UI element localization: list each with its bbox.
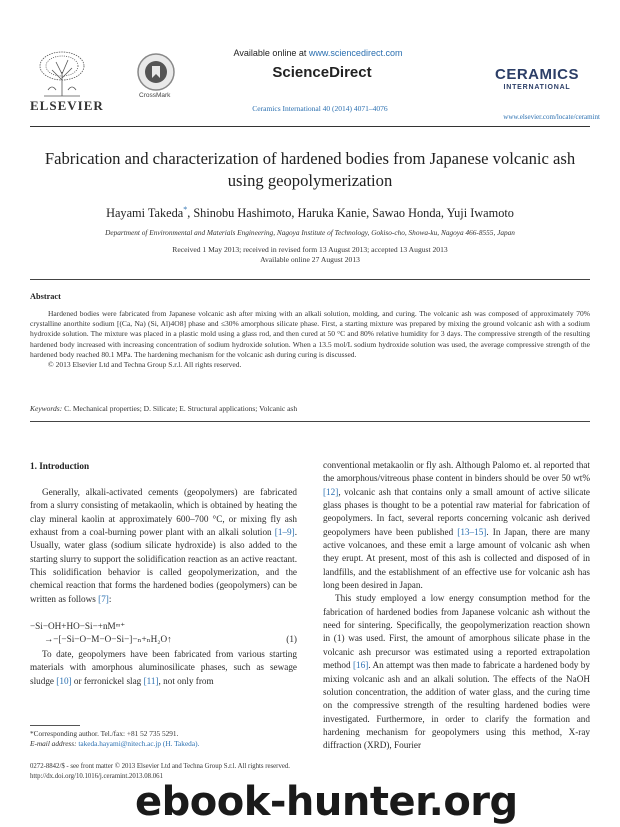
citation-link[interactable]: [13–15]: [457, 526, 487, 537]
abstract-heading: Abstract: [30, 292, 61, 301]
sciencedirect-brand: ScienceDirect: [272, 64, 372, 81]
intro-paragraph-1: [30, 486, 297, 606]
journal-homepage-link[interactable]: www.elsevier.com/locate/ceramint: [503, 113, 600, 121]
watermark-text: ebook-hunter.org: [135, 779, 518, 825]
publisher-wordmark: ELSEVIER: [30, 98, 104, 113]
text-run: Generally, alkali-activated cements (geopolymers) are fabricated from a slurry consisting of metakaolin, which is obtained by heating the clay mineral kaolin at approximately 600–700 °C, or mixing fly ash exhaust from a coal-burning power plant with an alkali solution: [30, 487, 297, 538]
available-online-date: Available online 27 August 2013: [260, 255, 360, 264]
issn-line: 0272-8842/$ - see front matter © 2013 Elsevier Ltd and Techna Group S.r.l. All rights reserved.: [30, 763, 290, 770]
email-label: E-mail address:: [30, 739, 77, 748]
intro-paragraph-2: [30, 648, 297, 688]
left-column-paragraph-1: [30, 486, 297, 606]
text-run: , not only from: [158, 675, 214, 686]
text-run: To date, geopolymers have been fabricated from various starting materials with amorphous aluminosilicate phases, such as sewage sludge: [30, 649, 297, 686]
text-run: This study employed a low energy consumption method for the fabrication of hardened bodies from Japanese volcanic ash without the need for sintering. Specifically, the geopolymerization reaction shown in (1) was used. First, the amount of amorphous silicate phase in the volcanic ash precursor was estimated using a reported extrapolation method: [323, 593, 590, 671]
keywords-line: [30, 404, 590, 413]
crossmark-icon[interactable]: [136, 52, 176, 92]
equation-line-2: →−[−Si−O−M−O−Si−]−ₙ+ₙH₂O↑: [44, 634, 172, 644]
text-run: or ferronickel slag: [71, 675, 144, 686]
available-prefix: Available online at: [233, 48, 309, 58]
keywords-list: C. Mechanical properties; D. Silicate; E. Structural applications; Volcanic ash: [62, 404, 298, 413]
keywords-label: Keywords:: [30, 404, 63, 413]
abstract-body: [30, 309, 590, 370]
crossmark-label: CrossMark: [139, 92, 171, 99]
article-title: Fabrication and characterization of hardened bodies from Japanese volcanic ash using geopolymerization: [44, 149, 576, 190]
corresponding-author-marker[interactable]: *: [183, 205, 188, 214]
header-divider: [30, 126, 590, 127]
other-authors: , Shinobu Hashimoto, Haruka Kanie, Sawao Honda, Yuji Iwamoto: [187, 206, 514, 221]
available-online-line: [218, 48, 418, 58]
section-heading-introduction: 1. Introduction: [30, 461, 90, 471]
abstract-bottom-divider: [30, 421, 590, 422]
email-link[interactable]: takeda.hayami@nitech.ac.jp (H. Takeda).: [78, 739, 200, 748]
article-dates: [30, 245, 590, 265]
affiliation: Department of Environmental and Materials Engineering, Nagoya Institute of Technology, Gokiso-cho, Showa-ku, Nagoya 466-8555, Japan: [105, 228, 515, 237]
footnote: [30, 729, 297, 749]
equation-line-2-row: [44, 633, 297, 646]
intro-paragraph-3: [323, 592, 590, 752]
abstract-text: Hardened bodies were fabricated from Japanese volcanic ash after mixing with an alkali solution, molding, and curing. The volcanic ash was composed of approximately 70% crystalline anorthite sodium [(Ca, Na) (Si, Al)4O8] phase and ≤30% amorphous silicate phase. First, a starting mixture was prepared by mixing the ground volcanic ash with a sodium hydroxide solution. The mixture was placed in a plastic mold using a glass rod, and then cured at 50 °C and 80% relative humidity for 3 days. The compressive strength of the resulting hardened body increased with increasing concentration of sodium hydroxide solution. When a 13.5 mol/L sodium hydroxide solution was used, the average compressive strength of the hardened body reached 80.1 MPa. The hardening mechanism for the volcanic ash during curing is discussed.: [30, 309, 590, 359]
citation-link[interactable]: [10]: [56, 675, 72, 686]
journal-logo-subtitle: INTERNATIONAL: [503, 84, 571, 91]
text-run: conventional metakaolin or fly ash. Although Palomo et. al reported that the amorphous/vitreous phase content in binders should be over 50 wt%: [323, 460, 590, 484]
abstract-copyright: © 2013 Elsevier Ltd and Techna Group S.r.l. All rights reserved.: [48, 360, 242, 370]
doi-link[interactable]: http://dx.doi.org/10.1016/j.ceramint.2013.08.061: [30, 772, 163, 780]
corresponding-author-note: *Corresponding author. Tel./fax: +81 52 735 5291.: [30, 729, 179, 738]
equation-1: [30, 620, 297, 646]
text-run: . Usually, water glass (sodium silicate hydroxide) is also added to the starting slurry to support the solidification reaction as an active reactant. This solidification behavior is called geopolymerization, and the chemical reaction that forms the hardened bodies (geopolymers) can be written as follows: [30, 527, 297, 604]
journal-logo-title: CERAMICS: [494, 66, 579, 83]
sciencedirect-link[interactable]: www.sciencedirect.com: [308, 48, 403, 58]
text-run: , volcanic ash that contains only a small amount of active silicate glass phases is thought to be a potential raw material for fabrication of geopolymers. In fact, several reports concerning volcanic ash derived geopolymers have been published: [323, 486, 590, 537]
journal-reference-link[interactable]: Ceramics International 40 (2014) 4071–4076: [252, 104, 388, 113]
text-run: . An attempt was then made to fabricate a hardened body by mixing volcanic ash and an alkali solution. The effects of the NaOH solution concentration, the addition of water glass, and the curing time on the compressive strength of the resulting hardened bodies were investigated. Furthermore, in order to clarify the formation and hardening mechanism for geopolymers using this method, X-ray diffraction (XRD), Fourier: [323, 660, 590, 751]
text-run: . In Japan, there are many active volcanoes, and these emit a large amount of volcanic ash when they erupt. At present, most of this ash is collected and disposed of in landfills, and the establishment of an effective use for volcanic ash has long been desired in Japan.: [323, 526, 590, 591]
left-column-paragraph-2: [30, 648, 297, 688]
abstract-top-divider: [30, 279, 590, 280]
citation-link[interactable]: [7]: [98, 593, 109, 604]
citation-link[interactable]: [12]: [323, 486, 339, 497]
first-author: Hayami Takeda: [106, 206, 184, 221]
citation-link[interactable]: [1–9]: [274, 527, 295, 538]
citation-link[interactable]: [11]: [143, 675, 159, 686]
text-run: :: [108, 593, 112, 604]
intro-paragraph-continued: [323, 459, 590, 592]
citation-link[interactable]: [16]: [352, 660, 369, 671]
footnote-divider: [30, 725, 80, 726]
author-list: [30, 205, 590, 221]
equation-number: (1): [286, 634, 297, 644]
right-column: [323, 459, 590, 753]
email-line: [30, 739, 297, 749]
equation-line-1: −Si−OH+HO−Si−+nMᵐ⁺: [30, 621, 126, 631]
elsevier-tree-logo-icon: [36, 50, 88, 98]
received-dates: Received 1 May 2013; received in revised form 13 August 2013; accepted 13 August 2013: [172, 245, 448, 254]
